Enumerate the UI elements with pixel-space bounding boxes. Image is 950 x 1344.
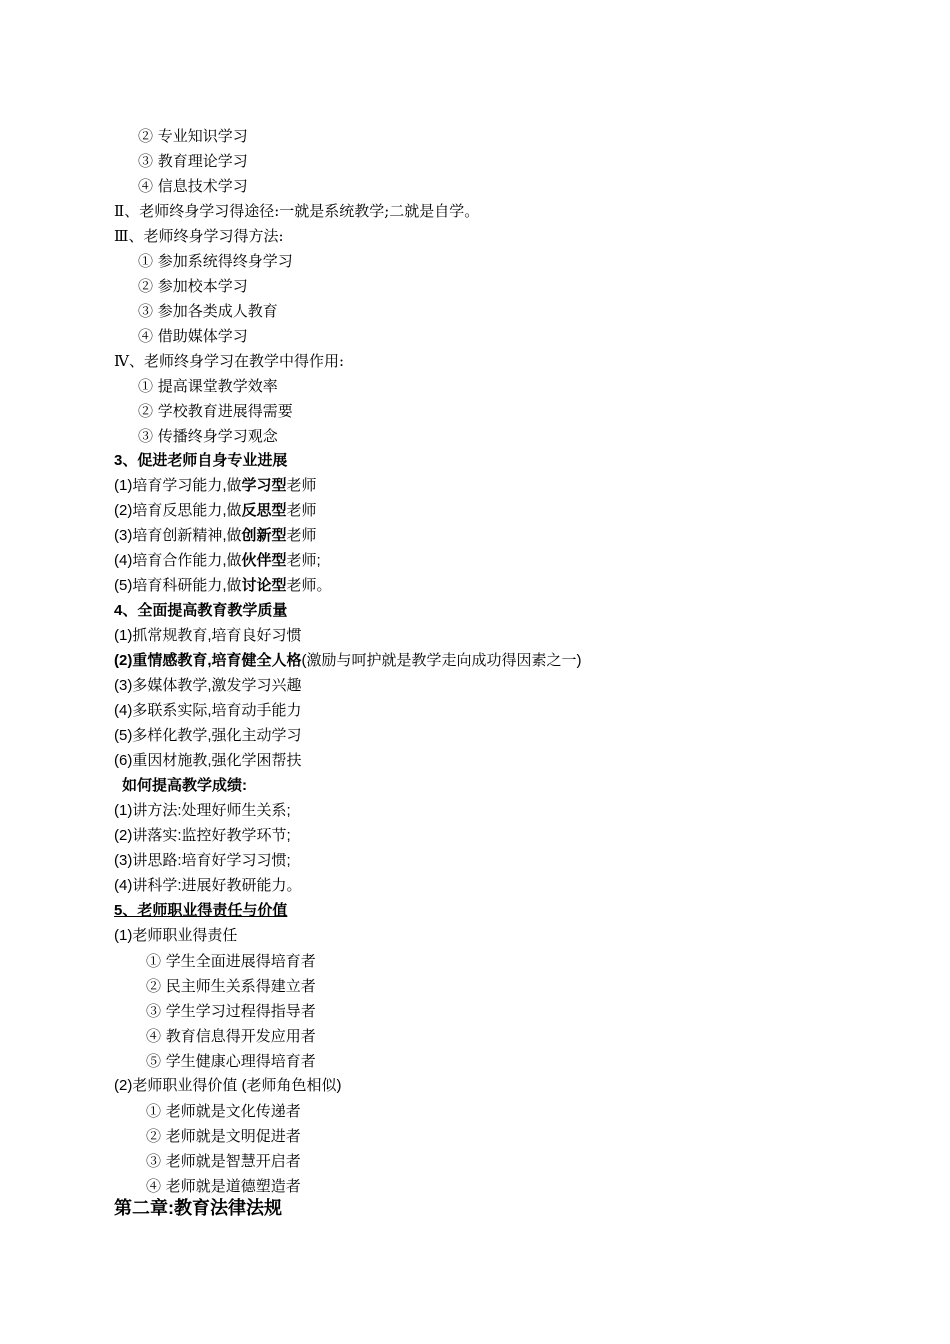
list-item: ① 学生全面进展得培育者 xyxy=(146,952,316,970)
list-item: (1)抓常规教育,培育良好习惯 xyxy=(114,627,302,644)
list-item: ② 学校教育进展得需要 xyxy=(138,402,293,420)
list-item: (5)多样化教学,强化主动学习 xyxy=(114,727,302,744)
section-heading: 4、全面提高教育教学质量 xyxy=(114,602,288,619)
list-item: (4)多联系实际,培育动手能力 xyxy=(114,702,302,719)
list-item: (4)培育合作能力,做伙伴型老师; xyxy=(114,552,321,569)
list-item: ① 参加系统得终身学习 xyxy=(138,252,293,270)
list-item: ④ 教育信息得开发应用者 xyxy=(146,1027,316,1045)
list-item: (6)重因材施教,强化学困帮扶 xyxy=(114,752,302,769)
list-item: (1)培育学习能力,做学习型老师 xyxy=(114,477,317,494)
sub-heading: 如何提高教学成绩: xyxy=(122,777,247,794)
list-item: ③ 传播终身学习观念 xyxy=(138,427,278,445)
list-item: (4)讲科学:进展好教研能力。 xyxy=(114,877,302,894)
paragraph: Ⅲ、老师终身学习得方法: xyxy=(114,227,284,245)
list-item: (3)培育创新精神,做创新型老师 xyxy=(114,527,317,544)
section-heading: 3、促进老师自身专业进展 xyxy=(114,452,288,469)
list-item: ① 老师就是文化传递者 xyxy=(146,1102,301,1120)
paragraph: Ⅱ、老师终身学习得途径:一就是系统教学;二就是自学。 xyxy=(114,202,480,220)
list-item: ② 民主师生关系得建立者 xyxy=(146,977,316,995)
list-item: ③ 老师就是智慧开启者 xyxy=(146,1152,301,1170)
list-item: ③ 学生学习过程得指导者 xyxy=(146,1002,316,1020)
list-item: (2)讲落实:监控好教学环节; xyxy=(114,827,291,844)
list-item: ② 老师就是文明促进者 xyxy=(146,1127,301,1145)
list-item: ④ 信息技术学习 xyxy=(138,177,248,195)
sub-heading: (2)老师职业得价值 (老师角色相似) xyxy=(114,1077,342,1094)
list-item: (2)培育反思能力,做反思型老师 xyxy=(114,502,317,519)
list-item: ③ 参加各类成人教育 xyxy=(138,302,278,320)
list-item: ① 提高课堂教学效率 xyxy=(138,377,278,395)
list-item: ④ 借助媒体学习 xyxy=(138,327,248,345)
list-item: (5)培育科研能力,做讨论型老师。 xyxy=(114,577,332,594)
list-item: (3)多媒体教学,激发学习兴趣 xyxy=(114,677,302,694)
list-item: (1)讲方法:处理好师生关系; xyxy=(114,802,291,819)
paragraph: Ⅳ、老师终身学习在教学中得作用: xyxy=(114,352,345,370)
chapter-title: 第二章:教育法律法规 xyxy=(114,1198,282,1218)
list-item: (3)讲思路:培育好学习习惯; xyxy=(114,852,291,869)
sub-heading: (1)老师职业得责任 xyxy=(114,927,238,944)
list-item: ⑤ 学生健康心理得培育者 xyxy=(146,1052,316,1070)
list-item: ② 专业知识学习 xyxy=(138,127,248,145)
list-item: (2)重情感教育,培育健全人格(激励与呵护就是教学走向成功得因素之一) xyxy=(114,652,582,669)
list-item: ④ 老师就是道德塑造者 xyxy=(146,1177,301,1195)
section-heading: 5、老师职业得责任与价值 xyxy=(114,902,288,919)
list-item: ③ 教育理论学习 xyxy=(138,152,248,170)
list-item: ② 参加校本学习 xyxy=(138,277,248,295)
